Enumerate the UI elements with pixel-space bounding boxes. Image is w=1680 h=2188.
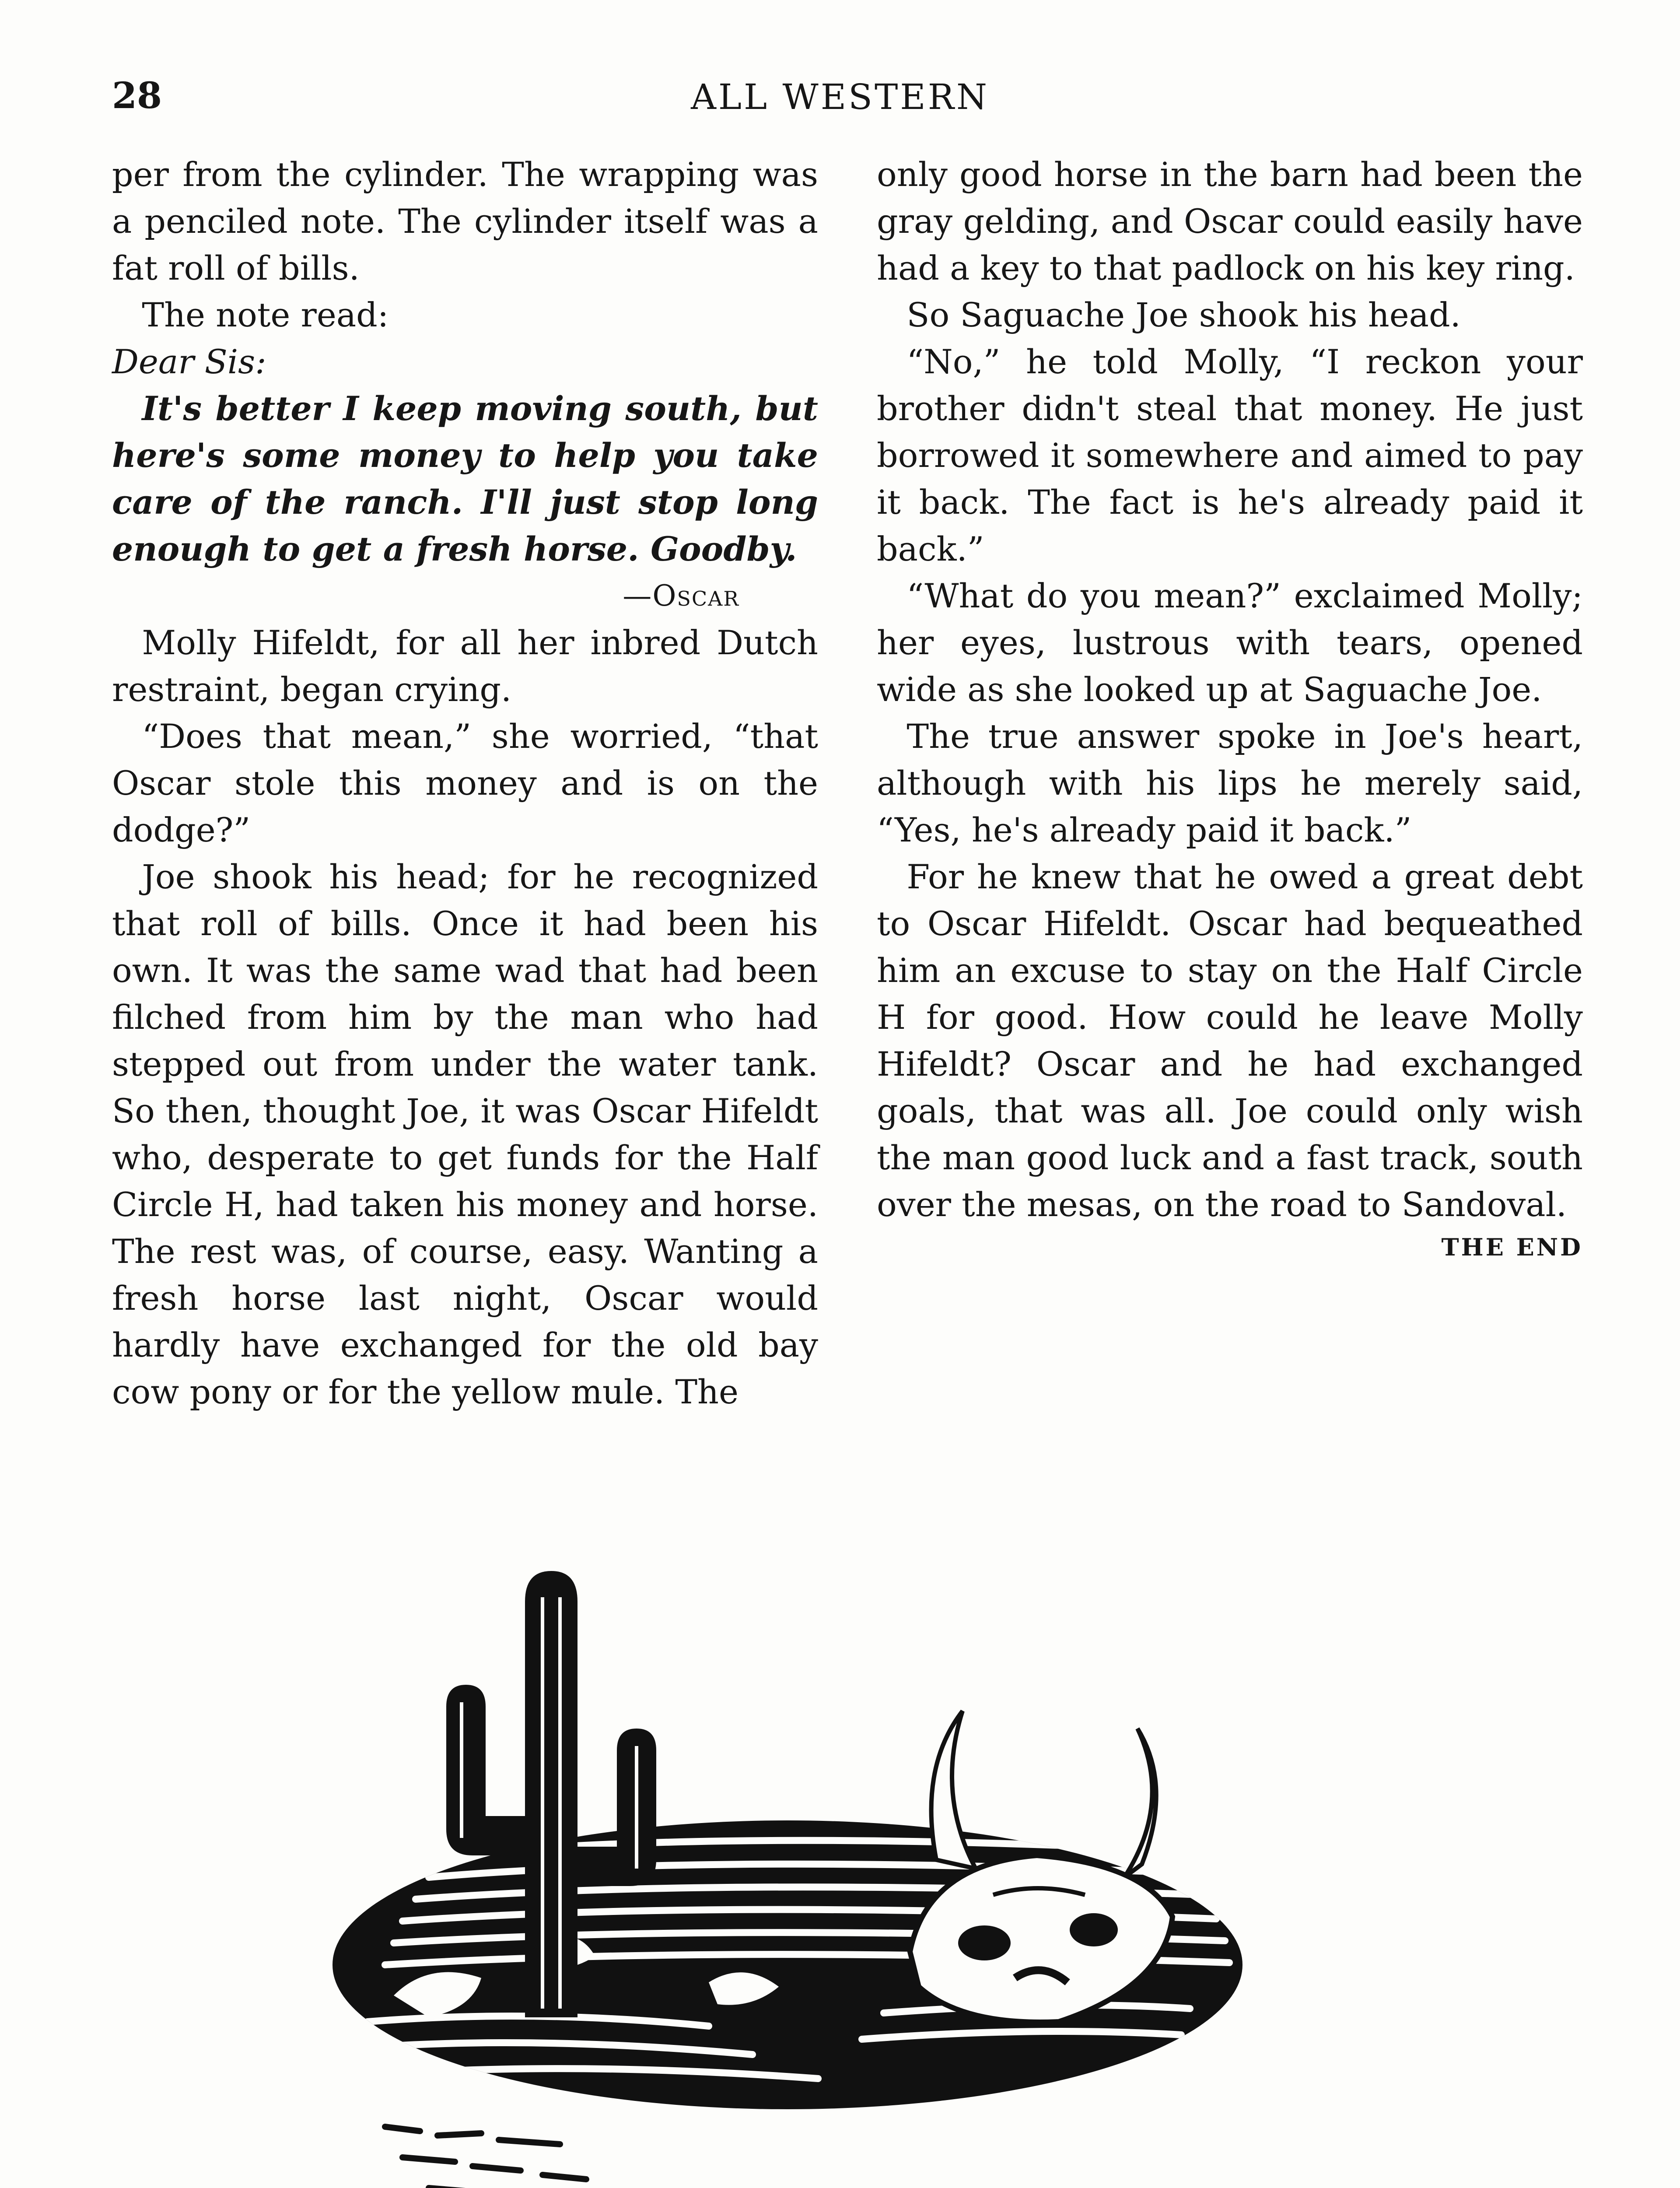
- letter-body: It's better I keep moving south, but here's some money to help you take care of the ranch. I'll just stop long enough to get a fresh horse. Goodby.: [112, 389, 818, 568]
- paragraph: “What do you mean?” exclaimed Molly; her eyes, lustrous with tears, opened wide as she looked up at Saguache Joe.: [877, 576, 1583, 709]
- left-column: [112, 151, 818, 1415]
- letter-salutation: Dear Sis:: [112, 342, 266, 381]
- paragraph: Joe shook his head; for he recognized that roll of bills. Once it had been his own. It was the same wad that had been filched from him by the man who had stepped out from under the water tank. So then, thought Joe, it was Oscar Hifeldt who, desperate to get funds for the Half Circle H, had taken his money and horse. The rest was, of course, easy. Wanting a fresh horse last night, Oscar would hardly have exchanged for the old bay cow pony or for the yellow mule. The: [112, 857, 818, 1411]
- paragraph: The true answer spoke in Joe's heart, although with his lips he merely said, “Yes, he's already paid it back.”: [877, 717, 1583, 849]
- paragraph: The note read:: [142, 295, 389, 334]
- letter-signature: —Oscar: [623, 579, 739, 613]
- cactus-skull-illustration: [315, 1523, 1321, 2188]
- end-mark: THE END: [1441, 1233, 1583, 1261]
- right-column: [877, 151, 1583, 1261]
- page-number: 28: [112, 75, 162, 117]
- paragraph: “Does that mean,” she worried, “that Oscar stole this money and is on the dodge?”: [112, 717, 818, 849]
- running-head: ALL WESTERN: [691, 77, 989, 117]
- paragraph: “No,” he told Molly, “I reckon your brother didn't steal that money. He just borrowed it somewhere and aimed to pay it back. The fact is he's already paid it back.”: [877, 342, 1583, 568]
- foreground-strokes: [385, 2127, 630, 2188]
- paragraph: only good horse in the barn had been the gray gelding, and Oscar could easily have had a key to that padlock on his key ring.: [877, 155, 1583, 288]
- paragraph: For he knew that he owed a great debt to Oscar Hifeldt. Oscar had bequeathed him an excuse to stay on the Half Circle H for good. How could he leave Molly Hifeldt? Oscar and he had exchanged goals, that was all. Joe could only wish the man good luck and a fast track, south over the mesas, on the road to Sandoval.: [877, 857, 1583, 1224]
- paragraph: per from the cylinder. The wrapping was a penciled note. The cylinder itself was a fat roll of bills.: [112, 155, 818, 288]
- paragraph: So Saguache Joe shook his head.: [906, 295, 1461, 334]
- paragraph: Molly Hifeldt, for all her inbred Dutch restraint, began crying.: [112, 623, 818, 709]
